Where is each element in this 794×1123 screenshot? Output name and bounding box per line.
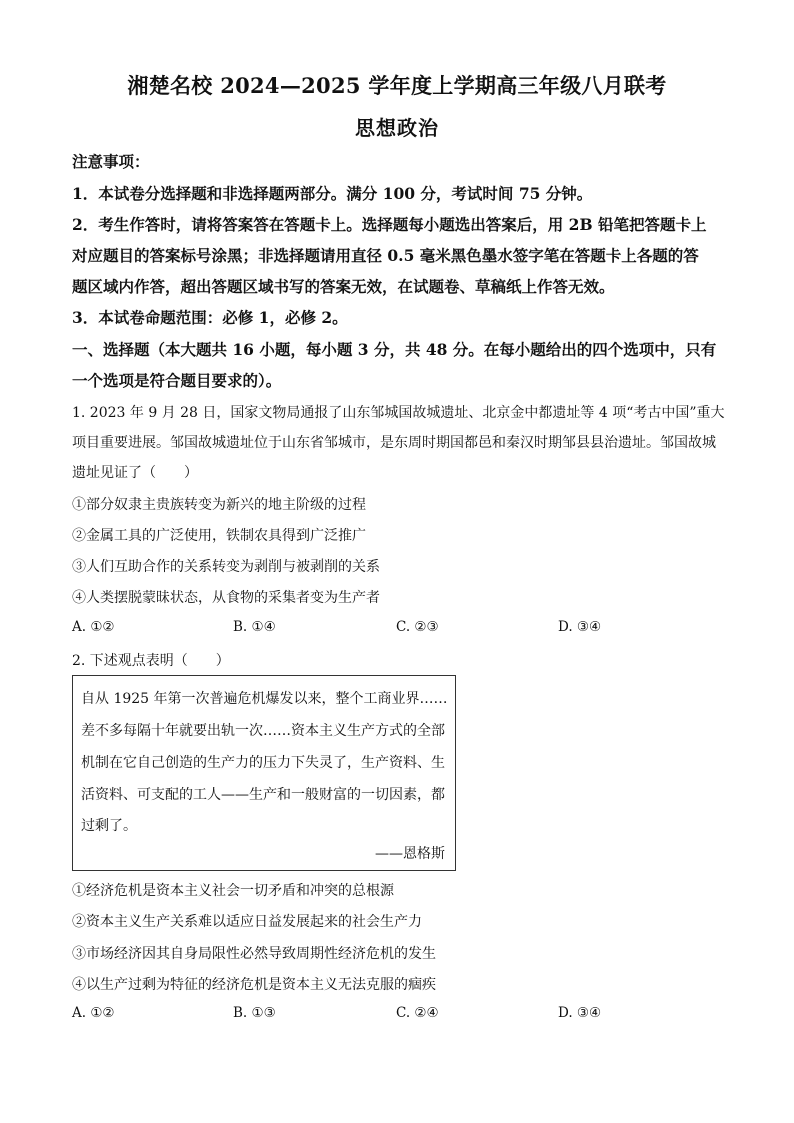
q2-quote-line-2: 差不多每隔十年就要出轨一次……资本主义生产方式的全部 bbox=[81, 723, 445, 739]
q2-quote-box bbox=[72, 675, 456, 871]
q1-statement-2: ②金属工具的广泛使用，铁制农具得到广泛推广 bbox=[72, 528, 366, 544]
section-heading-line-1: 一、选择题（本大题共 16 小题，每小题 3 分，共 48 分。在每小题给出的四个选项中，只有 bbox=[72, 340, 717, 359]
q2-quote-source: ——恩格斯 bbox=[375, 846, 445, 862]
q2-quote-line-1: 自从 1925 年第一次普遍危机爆发以来，整个工商业界…… bbox=[81, 691, 448, 707]
q2-quote-line-3: 机制在它自己创造的生产力的压力下失灵了，生产资料、生 bbox=[81, 755, 445, 771]
subject-title: 思想政治 bbox=[355, 116, 439, 140]
q1-option-a[interactable]: A. ①② bbox=[72, 619, 115, 635]
notice-item-2-line-1: 2．考生作答时，请将答案答在答题卡上。选择题每小题选出答案后，用 2B 铅笔把答题卡上 bbox=[72, 215, 707, 234]
notice-heading: 注意事项： bbox=[72, 152, 150, 171]
q1-statement-1: ①部分奴隶主贵族转变为新兴的地主阶级的过程 bbox=[72, 497, 366, 513]
q1-statement-4: ④人类摆脱蒙昧状态，从食物的采集者变为生产者 bbox=[72, 590, 380, 606]
q2-option-a[interactable]: A. ①② bbox=[72, 1005, 115, 1021]
section-heading-line-2: 一个选项是符合题目要求的）。 bbox=[72, 371, 282, 390]
notice-item-3: 3．本试卷命题范围：必修 1，必修 2。 bbox=[72, 308, 348, 327]
q2-statement-1: ①经济危机是资本主义社会一切矛盾和冲突的总根源 bbox=[72, 883, 394, 899]
exam-title: 湘楚名校 2024—2025 学年度上学期高三年级八月联考 bbox=[127, 73, 667, 98]
q1-stem-line-3: 遗址见证了（ ） bbox=[72, 465, 198, 481]
q1-statement-3: ③人们互助合作的关系转变为剥削与被剥削的关系 bbox=[72, 559, 380, 575]
q1-option-b[interactable]: B. ①④ bbox=[233, 619, 276, 635]
q2-stem: 2. 下述观点表明（ ） bbox=[72, 653, 230, 669]
q2-option-b[interactable]: B. ①③ bbox=[233, 1005, 276, 1021]
notice-item-1: 1．本试卷分选择题和非选择题两部分。满分 100 分，考试时间 75 分钟。 bbox=[72, 184, 593, 203]
q2-quote-line-5: 过剩了。 bbox=[81, 818, 137, 834]
q2-option-c[interactable]: C. ②④ bbox=[396, 1005, 439, 1021]
q1-option-d[interactable]: D. ③④ bbox=[558, 619, 602, 635]
q2-quote-line-4: 活资料、可支配的工人——生产和一般财富的一切因素，都 bbox=[81, 787, 445, 803]
q1-option-c[interactable]: C. ②③ bbox=[396, 619, 439, 635]
q2-option-d[interactable]: D. ③④ bbox=[558, 1005, 602, 1021]
q2-statement-4: ④以生产过剩为特征的经济危机是资本主义无法克服的痼疾 bbox=[72, 977, 436, 993]
notice-item-2-line-3: 题区域内作答，超出答题区域书写的答案无效，在试题卷、草稿纸上作答无效。 bbox=[72, 277, 615, 296]
q2-statement-2: ②资本主义生产关系难以适应日益发展起来的社会生产力 bbox=[72, 914, 422, 930]
notice-item-2-line-2: 对应题目的答案标号涂黑；非选择题请用直径 0.5 毫米黑色墨水签字笔在答题卡上各题的答 bbox=[72, 246, 699, 265]
q2-statement-3: ③市场经济因其自身局限性必然导致周期性经济危机的发生 bbox=[72, 946, 436, 962]
q1-stem-line-2: 项目重要进展。邹国故城遗址位于山东省邹城市，是东周时期国都邑和秦汉时期邹县县治遗址。邹国故城 bbox=[72, 435, 716, 451]
q1-stem-line-1: 1. 2023 年 9 月 28 日，国家文物局通报了山东邹城国故城遗址、北京金中都遗址等 4 项“考古中国”重大 bbox=[72, 405, 725, 421]
